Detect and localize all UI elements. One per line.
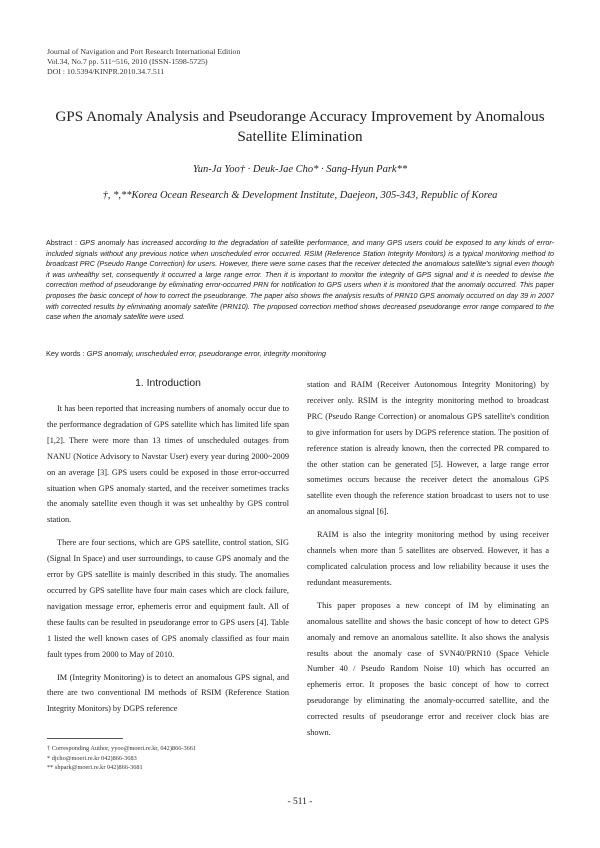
abstract bbox=[46, 238, 554, 323]
body-paragraph: IM (Integrity Monitoring) is to detect an anomalous GPS signal, and there are two conventional IM methods of RSIM (Reference Station Integrity Monitors) by DGPS reference bbox=[47, 672, 289, 714]
body-paragraph: It has been reported that increasing numbers of anomaly occur due to the performance degradation of GPS satellite which has limited life span [1,2]. There were more than 13 times of unscheduled outages from NANU (Notice Advisory to Navstar User) every year during 2000~2009 on an average [3]. GPS users could be exposed in those error-occurred situation when GPS anomaly started, and the receiver sometimes tracks the anomaly satellite even though it was set unhealthy by GPS control station. bbox=[47, 404, 289, 525]
body-paragraph: station and RAIM (Receiver Autonomous Integrity Monitoring) by receiver only. RSIM is the integrity monitoring method to broadcast PRC (Pseudo Range Correction) or anomalous GPS satellite's condition to give information for users by DGPS reference station. The position of reference station is already known, then the corrected PR compared to the other station can be generated [5]. However, a large range error sometimes occurs because the receiver detect the anomalous GPS satellite even though the reference station broadcast to users not to use an anomalous signal [6]. bbox=[307, 380, 549, 517]
journal-volume: Vol.34, No.7 pp. 511~516, 2010 (ISSN-1598-5725) bbox=[47, 57, 208, 66]
journal-header bbox=[47, 47, 347, 77]
footnote-coauthor: * djcho@moeri.re.kr 042)866-3683 bbox=[47, 754, 137, 762]
keywords-label: Key words : bbox=[46, 349, 87, 358]
body-column-left bbox=[47, 401, 289, 724]
abstract-text: GPS anomaly has increased according to the degradation of satellite performance, and many GPS users could be exposed to any kinds of error-included signals without any previous notice when unscheduled error occurred. RSIM (Reference Station Integrity Monitors) is a typical monitoring method to broadcast PRC (Pseudo Range Correction) for users. However, there were some cases that the receiver detected the anomalous satellite's signal even though it was unhealthy set, consequently it occurred a large range error. Then it is important to monitor the integrity of GPS signal and it is needed to devise the correction method of pseudorange by eliminating error-occurred PRN for notification to GPS users when it is monitored that the anomaly occurred. This paper proposes the basic concept of how to correct the pseudorange. The paper also shows the analysis results of PRN10 GPS anomaly occurred on day 39 in 2007 with corrected results by eliminating anomaly satellite (PRN10). The proposed correction method shows decreased pseudorange error range compared to the case when the anomaly satellite were used. bbox=[46, 238, 554, 322]
paper-title: GPS Anomaly Analysis and Pseudorange Accuracy Improvement by Anomalous Satellite Elimination bbox=[55, 108, 545, 145]
footnote-coauthor: ** shpark@moeri.re.kr 042)866-3681 bbox=[47, 764, 143, 772]
journal-doi: DOI : 10.5394/KINPR.2010.34.7.511 bbox=[47, 67, 165, 76]
body-paragraph: This paper proposes a new concept of IM by eliminating an anomalous satellite and shows the basic concept of how to detect GPS anomaly and remove an anomalous satellite. It also shows the analysis results about the anomaly case of SVN40/PRN10 (Space Vehicle Number 40 / Pseudo Random Noise 10) which has occurred an ephemeris error. It proposes the basic concept of how to correct pseudorange by eliminating the anomaly-occurred satellite, and the corrected results of pseudorange error and receiver clock bias are shown. bbox=[307, 600, 549, 738]
footnotes bbox=[47, 744, 307, 773]
abstract-label: Abstract : bbox=[46, 238, 80, 247]
footnote-divider bbox=[47, 738, 123, 739]
keywords bbox=[46, 349, 554, 358]
footnote-corresponding-author: † Corresponding Author, yyoo@moeri.re.kr, 042)866-3661 bbox=[47, 745, 197, 752]
journal-name: Journal of Navigation and Port Research International Edition bbox=[47, 47, 241, 56]
paper-authors: Yun-Ja Yoo† · Deuk-Jae Cho* · Sang-Hyun Park** bbox=[192, 164, 408, 175]
section-heading-introduction: 1. Introduction bbox=[135, 378, 201, 389]
body-paragraph: There are four sections, which are GPS satellite, control station, SIG (Signal In Space) and user surroundings, to cause GPS anomaly and the error by GPS satellite is mainly described in this study. The anomalies occurred by GPS satellite have four main cases which are clock failure, navigation message error, ephemeris error and equipment fault. All of these faults can be resulted in pseudorange error to GPS users [4]. Table 1 listed the well known cases of GPS anomaly classified as four main fault types from 2000 to May of 2010. bbox=[47, 538, 289, 659]
keywords-text: GPS anomaly, unscheduled error, pseudorange error, integrity monitoring bbox=[86, 349, 327, 358]
page-number: - 511 - bbox=[287, 797, 313, 807]
body-paragraph: RAIM is also the integrity monitoring method by using receiver channels when more than 5 satellites are observed. However, it has a complicated calculation process and low reliability because it uses the redundant measurements. bbox=[307, 530, 549, 587]
paper-affiliation: †, *,**Korea Ocean Research & Development Institute, Daejeon, 305-343, Republic of Korea bbox=[102, 190, 498, 201]
body-column-right bbox=[307, 377, 549, 748]
